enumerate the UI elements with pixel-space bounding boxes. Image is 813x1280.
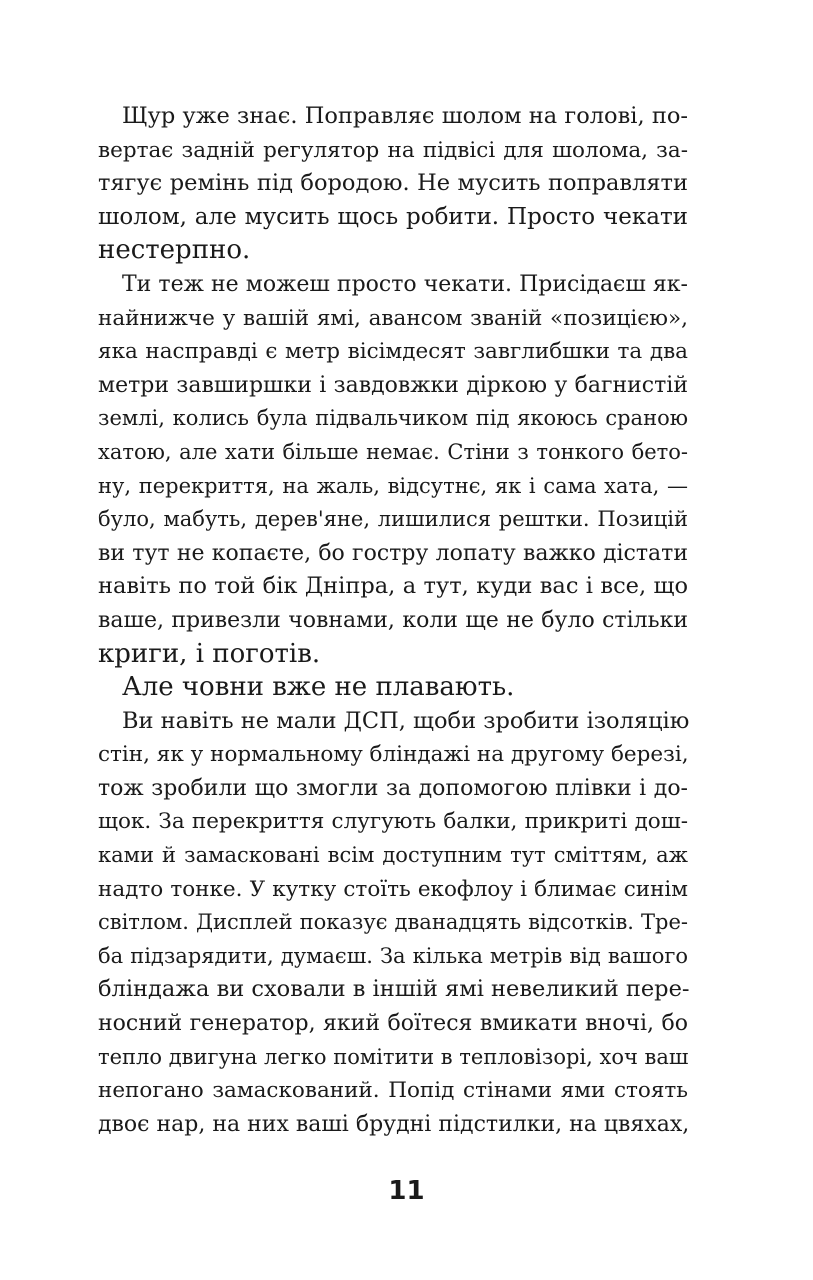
text-line: криги, і поготів. [98,638,321,669]
text-line: метри завширшки і завдовжки діркою у багнистій [98,372,688,398]
text-line: Але човни вже не плавають. [122,672,515,703]
text-line: Ти теж не можеш просто чекати. Присідаєш як- [122,271,688,297]
text-line: ба підзарядити, думаєш. За кілька метрів від вашого [98,943,688,968]
text-line: ками й замасковані всім доступним тут сміттям, аж [98,843,688,868]
text-line: двоє нар, на них ваші брудні підстилки, на цвяхах, [98,1111,690,1137]
text-line: було, мабуть, дерев'яне, лишилися рештки. Позицій [98,507,688,532]
text-line: бліндажа ви сховали в іншій ямі невеликий пере- [98,976,690,1003]
text-line: Ви навіть не мали ДСП, щоби зробити ізоляцію [122,707,690,734]
text-line: щок. За перекриття слугують балки, прикриті дош- [98,809,688,835]
text-line: Щур уже знає. Поправляє шолом на голові, по- [122,103,688,129]
text-line: нестерпно. [98,235,251,266]
text-line: ви тут не копаєте, бо гостру лопату важко дістати [98,540,688,566]
text-line: навіть по той бік Дніпра, а тут, куди вас і все, що [98,573,688,600]
text-line: вертає задній регулятор на підвісі для шолома, за- [98,137,688,163]
text-line: стін, як у нормальному бліндажі на другому березі, [98,742,689,768]
text-line: найнижче у вашій ямі, авансом званій «позицією», [98,305,688,331]
text-line: ваше, привезли човнами, коли ще не було стільки [98,607,688,633]
text-line: хатою, але хати більше немає. Стіни з тонкого бето- [98,439,688,464]
text-line: ну, перекриття, на жаль, відсутнє, як і сама хата, — [98,473,688,498]
text-line: землі, колись була підвальчиком під якоюсь сраною [98,406,688,431]
text-line: яка насправді є метр вісімдесят завглибшки та два [98,339,688,365]
text-line: шолом, але мусить щось робити. Просто чекати [98,203,688,230]
body-text [98,100,688,1141]
text-line: непогано замаскований. Попід стінами ями стоять [98,1078,688,1104]
page-number: 11 [388,1176,425,1206]
text-line: тягує ремінь під бородою. Не мусить поправляти [98,170,688,197]
text-line: надто тонке. У кутку стоїть екофлоу і блимає синім [98,876,688,902]
text-line: тепло двигуна легко помітити в тепловізорі, хоч ваш [98,1044,689,1069]
text-line: носний генератор, який боїтеся вмикати вночі, бо [98,1011,688,1037]
text-line: світлом. Дисплей показує дванадцять відсотків. Тре- [98,910,688,935]
text-line: тож зробили що змогли за допомогою плівки і до- [98,775,688,801]
